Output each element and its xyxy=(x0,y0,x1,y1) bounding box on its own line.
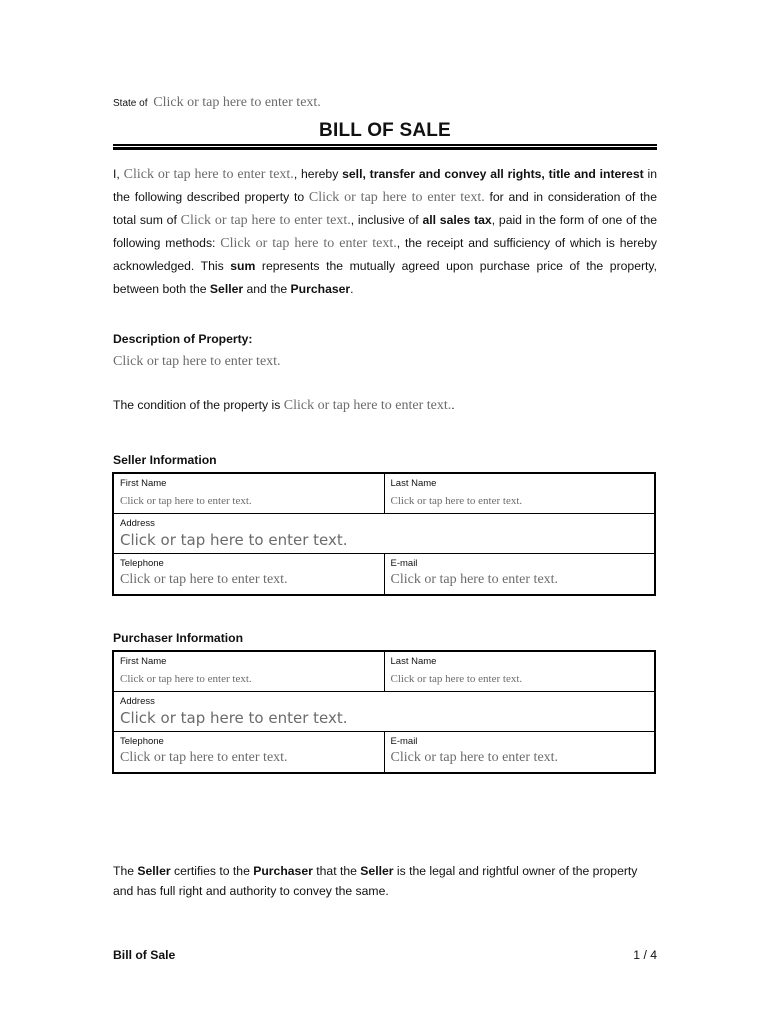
intro-text: . xyxy=(350,282,354,296)
intro-text: , paid in the form of one of the following methods: xyxy=(113,213,657,250)
field-label: Address xyxy=(120,696,155,707)
purchaser-first-name-input[interactable]: Click or tap here to enter text. xyxy=(120,673,252,685)
intro-paragraph xyxy=(113,163,657,301)
certify-text: that the xyxy=(312,864,361,878)
purchaser-address-input[interactable]: Click or tap here to enter text. xyxy=(120,709,348,727)
field-label: Telephone xyxy=(120,736,164,747)
seller-address-input[interactable]: Click or tap here to enter text. xyxy=(120,531,348,549)
document-title: BILL OF SALE xyxy=(319,120,451,141)
intro-text: for and in consideration of the total sum of xyxy=(113,190,657,227)
intro-bold-text: Purchaser xyxy=(290,282,351,296)
seller-email-input[interactable]: Click or tap here to enter text. xyxy=(390,572,559,587)
field-label: E-mail xyxy=(390,736,418,747)
purchaser-telephone-cell xyxy=(113,732,384,774)
field-label: E-mail xyxy=(390,558,418,569)
field-label: First Name xyxy=(120,656,167,667)
seller-telephone-input[interactable]: Click or tap here to enter text. xyxy=(120,572,288,587)
intro-text: , inclusive of xyxy=(350,213,423,227)
condition-input[interactable]: Click or tap here to enter text. xyxy=(283,398,452,413)
title-divider xyxy=(113,144,657,150)
field-label: First Name xyxy=(120,478,167,489)
condition-prefix: The condition of the property is xyxy=(113,398,284,412)
purchaser-name-input[interactable]: Click or tap here to enter text. xyxy=(308,190,485,205)
seller-email-cell xyxy=(384,554,655,596)
intro-text: and the xyxy=(243,282,291,296)
purchaser-email-cell xyxy=(384,732,655,774)
state-input[interactable]: Click or tap here to enter text. xyxy=(153,95,321,110)
field-label: Telephone xyxy=(120,558,164,569)
purchaser-last-name-cell xyxy=(384,651,655,692)
field-label: Last Name xyxy=(390,478,437,489)
intro-bold-text: sum xyxy=(230,259,256,273)
certify-bold-text: Purchaser xyxy=(253,864,313,878)
state-line xyxy=(113,95,321,111)
total-sum-input[interactable]: Click or tap here to enter text. xyxy=(180,213,351,228)
intro-text: in the following described property to xyxy=(113,167,657,204)
field-label: Address xyxy=(120,518,155,529)
seller-first-name-input[interactable]: Click or tap here to enter text. xyxy=(120,495,252,507)
seller-last-name-cell xyxy=(384,473,655,514)
seller-name-input[interactable]: Click or tap here to enter text. xyxy=(123,167,294,182)
intro-bold-text: all sales tax xyxy=(422,213,492,227)
purchaser-first-name-cell xyxy=(113,651,384,692)
seller-info-table xyxy=(112,472,656,596)
certify-text: The xyxy=(113,864,138,878)
seller-first-name-cell xyxy=(113,473,384,514)
seller-heading: Seller Information xyxy=(113,453,217,467)
intro-bold-text: sell, transfer and convey all rights, title and interest xyxy=(342,167,644,181)
condition-suffix: . xyxy=(451,398,455,412)
seller-address-cell xyxy=(113,514,655,554)
intro-text: represents the mutually agreed upon purchase price of the property, between both the xyxy=(113,259,657,296)
condition-line xyxy=(113,398,455,414)
purchaser-info-table xyxy=(112,650,656,774)
purchaser-email-input[interactable]: Click or tap here to enter text. xyxy=(390,750,559,765)
page-number: 1 / 4 xyxy=(633,948,657,962)
purchaser-telephone-input[interactable]: Click or tap here to enter text. xyxy=(120,750,288,765)
certify-text: is the legal and rightful owner of the property and has full right and authority to convey the same. xyxy=(113,864,638,898)
description-input[interactable]: Click or tap here to enter text. xyxy=(113,354,281,369)
state-label: State of xyxy=(113,98,148,109)
payment-method-input[interactable]: Click or tap here to enter text. xyxy=(220,236,397,251)
certify-text: certifies to the xyxy=(170,864,254,878)
intro-text: I, xyxy=(113,167,124,181)
intro-text: , the receipt and sufficiency of which is hereby acknowledged. This xyxy=(113,236,657,273)
certification-paragraph xyxy=(113,861,657,901)
seller-last-name-input[interactable]: Click or tap here to enter text. xyxy=(390,495,523,507)
intro-text: , hereby xyxy=(293,167,343,181)
description-heading: Description of Property: xyxy=(113,332,253,346)
intro-bold-text: Seller xyxy=(209,282,244,296)
certify-bold-text: Seller xyxy=(360,864,394,878)
certify-bold-text: Seller xyxy=(137,864,171,878)
purchaser-address-cell xyxy=(113,692,655,732)
footer-title: Bill of Sale xyxy=(113,948,176,962)
field-label: Last Name xyxy=(390,656,437,667)
seller-telephone-cell xyxy=(113,554,384,596)
purchaser-last-name-input[interactable]: Click or tap here to enter text. xyxy=(390,673,523,685)
purchaser-heading: Purchaser Information xyxy=(113,631,244,645)
